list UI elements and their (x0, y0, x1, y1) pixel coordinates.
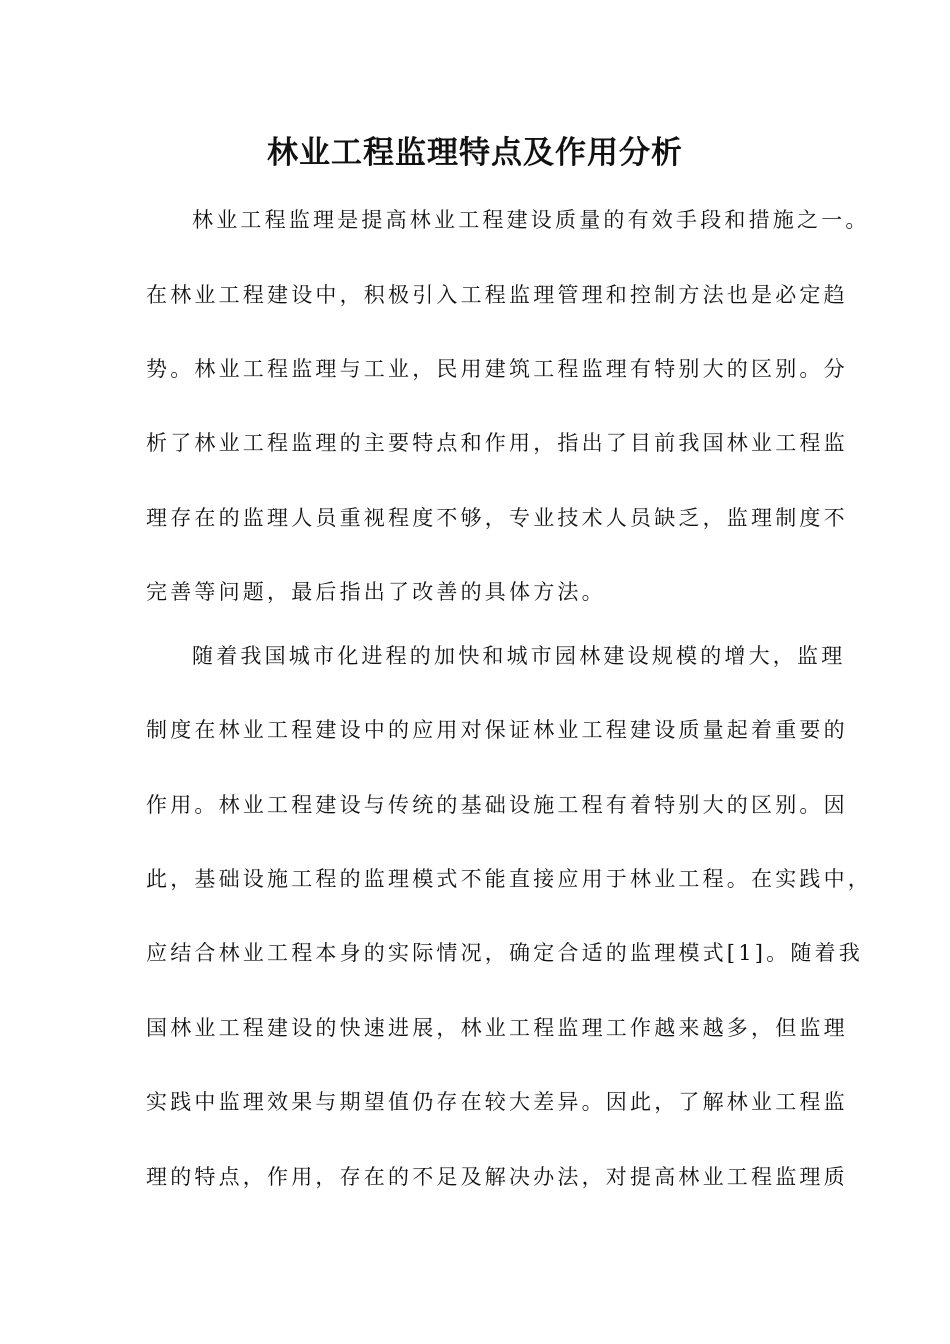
paragraph-2-line-8: 理的特点，作用，存在的不足及解决办法，对提高林业工程监理质 (146, 1165, 848, 1189)
paragraph-1-line-1: 林业工程监理是提高林业工程建设质量的有效手段和措施之一。 (192, 208, 870, 232)
paragraph-1-line-5: 理存在的监理人员重视程度不够，专业技术人员缺乏，监理制度不 (146, 506, 848, 530)
paragraph-2-line-6: 国林业工程建设的快速进展，林业工程监理工作越来越多，但监理 (146, 1016, 848, 1040)
paragraph-2-line-4: 此，基础设施工程的监理模式不能直接应用于林业工程。在实践中， (146, 867, 872, 891)
paragraph-1-line-4: 析了林业工程监理的主要特点和作用，指出了目前我国林业工程监 (146, 431, 848, 455)
paragraph-2-line-3: 作用。林业工程建设与传统的基础设施工程有着特别大的区别。因 (146, 793, 848, 817)
paragraph-1-line-6: 完善等问题，最后指出了改善的具体方法。 (146, 580, 606, 604)
document-title: 林业工程监理特点及作用分析 (267, 135, 683, 171)
paragraph-2-line-2: 制度在林业工程建设中的应用对保证林业工程建设质量起着重要的 (146, 718, 848, 742)
paragraph-1-line-3: 势。林业工程监理与工业，民用建筑工程监理有特别大的区别。分 (146, 357, 848, 381)
paragraph-2-line-7: 实践中监理效果与期望值仍存在较大差异。因此，了解林业工程监 (146, 1090, 848, 1114)
paragraph-2-line-5: 应结合林业工程本身的实际情况，确定合适的监理模式[1]。随着我 (146, 941, 863, 965)
paragraph-2-line-1: 随着我国城市化进程的加快和城市园林建设规模的增大，监理 (192, 644, 846, 668)
paragraph-1-line-2: 在林业工程建设中，积极引入工程监理管理和控制方法也是必定趋 (146, 283, 848, 307)
